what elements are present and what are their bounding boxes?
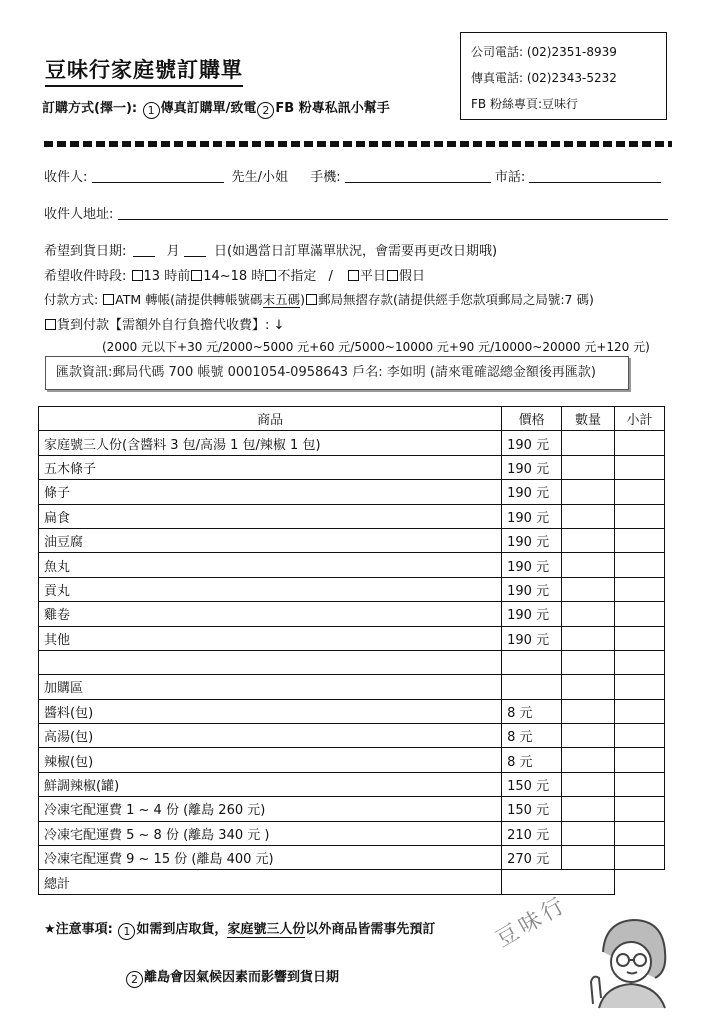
table-header-row [39, 407, 665, 431]
table-row [39, 748, 665, 772]
subtotal-cell[interactable] [615, 528, 665, 552]
price-cell [502, 650, 562, 674]
time-opt3: 不指定 [277, 269, 317, 284]
address-row [44, 203, 668, 222]
price-cell: 210 元 [502, 821, 562, 845]
option2-text: FB 粉專私訊小幫手 [275, 101, 390, 116]
contact-phone: 公司電話: (02)2351-8939 [471, 45, 617, 59]
pay-cod: 貨到付款【需額外自行負擔代收費】: ↓ [57, 318, 285, 333]
item-cell [39, 650, 502, 674]
table-row [39, 650, 665, 674]
price-cell: 270 元 [502, 846, 562, 870]
price-cell: 190 元 [502, 553, 562, 577]
month-label: 月 [166, 244, 180, 259]
item-cell: 條子 [39, 480, 502, 504]
payment-row [44, 290, 594, 308]
price-cell: 150 元 [502, 797, 562, 821]
price-cell: 8 元 [502, 699, 562, 723]
qty-cell[interactable] [562, 504, 615, 528]
address-label: 收件人地址: [44, 207, 114, 222]
option1-text: 傳真訂購單/致電 [160, 101, 257, 116]
time-opt4-checkbox[interactable] [348, 270, 359, 281]
subtotal-cell[interactable] [615, 821, 665, 845]
option1-number: 1 [143, 102, 160, 119]
cut-line [44, 141, 672, 147]
qty-cell[interactable] [562, 846, 615, 870]
item-cell: 其他 [39, 626, 502, 650]
col-item: 商品 [39, 407, 502, 431]
recipient-row [44, 166, 661, 185]
subtotal-cell[interactable] [615, 772, 665, 796]
subtotal-cell[interactable] [615, 577, 665, 601]
price-cell: 190 元 [502, 455, 562, 479]
date-label: 希望到貨日期: [44, 244, 127, 259]
note2-number: 2 [126, 971, 143, 988]
price-cell: 190 元 [502, 577, 562, 601]
pay-atm: ATM 轉帳(請提供轉帳號碼 [115, 292, 263, 307]
item-cell: 冷凍宅配運費 1 ~ 4 份 (離島 260 元) [39, 797, 502, 821]
subtotal-cell[interactable] [615, 504, 665, 528]
time-opt2: 14~18 時 [203, 269, 265, 284]
item-cell: 加購區 [39, 675, 502, 699]
day-field[interactable] [184, 244, 206, 257]
notes-line1 [44, 918, 435, 940]
price-cell: 190 元 [502, 528, 562, 552]
page-title: 豆味行家庭號訂購單 [45, 54, 243, 87]
pay-postal: 郵局無摺存款(請提供經手您款項郵局之局號:7 碼) [317, 292, 594, 307]
contact-box [460, 32, 667, 120]
item-cell: 總計 [39, 870, 502, 894]
pay-postal-checkbox[interactable] [306, 294, 317, 305]
price-cell [502, 675, 562, 699]
item-cell: 魚丸 [39, 553, 502, 577]
subtotal-cell[interactable] [615, 480, 665, 504]
table-row [39, 797, 665, 821]
day-label: 日(如遇當日訂單滿單狀況，會需要再更改日期哦) [213, 244, 498, 259]
table-row [39, 504, 665, 528]
qty-cell[interactable] [562, 675, 615, 699]
qty-cell[interactable] [562, 748, 615, 772]
col-qty: 數量 [562, 407, 615, 431]
qty-cell[interactable] [562, 724, 615, 748]
item-cell: 貢丸 [39, 577, 502, 601]
price-cell: 190 元 [502, 431, 562, 455]
subtotal-cell[interactable] [615, 626, 665, 650]
subtotal-cell[interactable] [615, 724, 665, 748]
col-price: 價格 [502, 407, 562, 431]
item-cell: 醬料(包) [39, 699, 502, 723]
table-row [39, 675, 665, 699]
note1-b: 以外商品皆需事先預訂 [305, 922, 436, 937]
price-cell: 150 元 [502, 772, 562, 796]
payment-label: 付款方式: [44, 292, 99, 307]
table-row [39, 602, 665, 626]
item-cell: 辣椒(包) [39, 748, 502, 772]
order-table [38, 406, 665, 895]
item-cell: 冷凍宅配運費 9 ~ 15 份 (離島 400 元) [39, 846, 502, 870]
price-cell: 190 元 [502, 602, 562, 626]
table-row [39, 724, 665, 748]
mobile-label: 手機: [310, 170, 341, 185]
time-opt4: 平日 [360, 269, 387, 284]
price-cell: 190 元 [502, 504, 562, 528]
mobile-field[interactable] [345, 170, 491, 183]
contact-fb: FB 粉絲專頁:豆味行 [471, 97, 578, 111]
cod-fee: (2000 元以下+30 元/2000~5000 元+60 元/5000~10000 元+90 元/10000~20000 元+120 元) [102, 340, 650, 354]
item-cell: 高湯(包) [39, 724, 502, 748]
time-sep: / [328, 269, 333, 284]
subtotal-cell[interactable] [615, 455, 665, 479]
subtotal-cell[interactable] [615, 650, 665, 674]
title-label: 先生/小姐 [231, 170, 289, 185]
option2-number: 2 [257, 102, 274, 119]
time-opt3-checkbox[interactable] [265, 270, 276, 281]
table-body [39, 431, 665, 894]
table-row [39, 699, 665, 723]
recipient-label: 收件人: [44, 170, 88, 185]
time-opt1-checkbox[interactable] [132, 270, 143, 281]
note1-underlined: 家庭號三人份 [227, 922, 306, 937]
subtotal-cell[interactable] [615, 675, 665, 699]
time-row [44, 265, 425, 284]
col-subtotal: 小計 [615, 407, 665, 431]
qty-cell[interactable] [562, 528, 615, 552]
qty-cell[interactable] [562, 577, 615, 601]
notes-line2 [125, 966, 339, 988]
time-opt1: 13 時前 [143, 269, 191, 284]
remittance-info: 匯款資訊:郵局代碼 700 帳號 0001054-0958643 戶名: 李如明 (請來電確認總金額後再匯款) [45, 356, 629, 390]
subtotal-cell[interactable] [615, 602, 665, 626]
subtotal-cell[interactable] [615, 748, 665, 772]
subtotal-cell[interactable] [615, 846, 665, 870]
address-field[interactable] [118, 207, 668, 220]
notes-lead: ★注意事項: [44, 922, 113, 937]
table-row [39, 455, 665, 479]
subtotal-cell[interactable] [615, 699, 665, 723]
subtotal-cell[interactable] [615, 797, 665, 821]
subtotal-cell[interactable] [615, 431, 665, 455]
table-row [39, 870, 665, 894]
contact-fax: 傳真電話: (02)2343-5232 [471, 71, 617, 85]
item-cell: 家庭號三人份(含醬料 3 包/高湯 1 包/辣椒 1 包) [39, 431, 502, 455]
qty-cell[interactable] [562, 480, 615, 504]
time-opt5-checkbox[interactable] [387, 270, 398, 281]
time-opt5: 假日 [399, 269, 426, 284]
pay-cod-checkbox[interactable] [45, 319, 56, 330]
table-row [39, 431, 665, 455]
item-cell: 五木條子 [39, 455, 502, 479]
table-row [39, 772, 665, 796]
table-row [39, 528, 665, 552]
note1-a: 如需到店取貨， [136, 922, 228, 937]
note2-text: 離島會因氣候因素而影響到貨日期 [144, 970, 340, 985]
qty-cell[interactable] [562, 650, 615, 674]
table-row [39, 846, 665, 870]
qty-cell[interactable] [562, 602, 615, 626]
qty-cell[interactable] [562, 772, 615, 796]
cod-row [44, 314, 284, 333]
qty-cell[interactable] [562, 626, 615, 650]
qty-cell[interactable] [562, 821, 615, 845]
price-cell: 8 元 [502, 724, 562, 748]
qty-cell[interactable] [562, 553, 615, 577]
qty-cell[interactable] [562, 699, 615, 723]
pay-atm-checkbox[interactable] [103, 294, 114, 305]
time-opt2-checkbox[interactable] [191, 270, 202, 281]
item-cell: 油豆腐 [39, 528, 502, 552]
table-row [39, 480, 665, 504]
item-cell: 鮮調辣椒(罐) [39, 772, 502, 796]
price-cell: 190 元 [502, 626, 562, 650]
mascot-illustration [585, 912, 675, 1012]
item-cell: 扁食 [39, 504, 502, 528]
month-field[interactable] [133, 244, 155, 257]
pay-atm-end: ) [300, 292, 305, 307]
order-method [42, 97, 390, 119]
table-row [39, 553, 665, 577]
recipient-field[interactable] [92, 170, 224, 183]
price-cell: 8 元 [502, 748, 562, 772]
table-row [39, 821, 665, 845]
qty-cell[interactable] [562, 455, 615, 479]
subtotal-cell[interactable] [615, 553, 665, 577]
order-method-label: 訂購方式(擇一): [42, 101, 138, 116]
table-row [39, 626, 665, 650]
table-row [39, 577, 665, 601]
pay-atm-underlined: 末五碼 [262, 292, 301, 307]
time-label: 希望收件時段: [44, 269, 127, 284]
qty-cell[interactable] [562, 797, 615, 821]
landline-label: 市話: [494, 170, 526, 185]
item-cell: 雞卷 [39, 602, 502, 626]
price-cell: 190 元 [502, 480, 562, 504]
date-row [44, 240, 497, 259]
qty-cell[interactable] [562, 431, 615, 455]
landline-field[interactable] [529, 170, 661, 183]
brand-stamp: 豆味行 [491, 891, 573, 953]
note1-number: 1 [118, 923, 135, 940]
item-cell: 冷凍宅配運費 5 ~ 8 份 (離島 340 元 ) [39, 821, 502, 845]
